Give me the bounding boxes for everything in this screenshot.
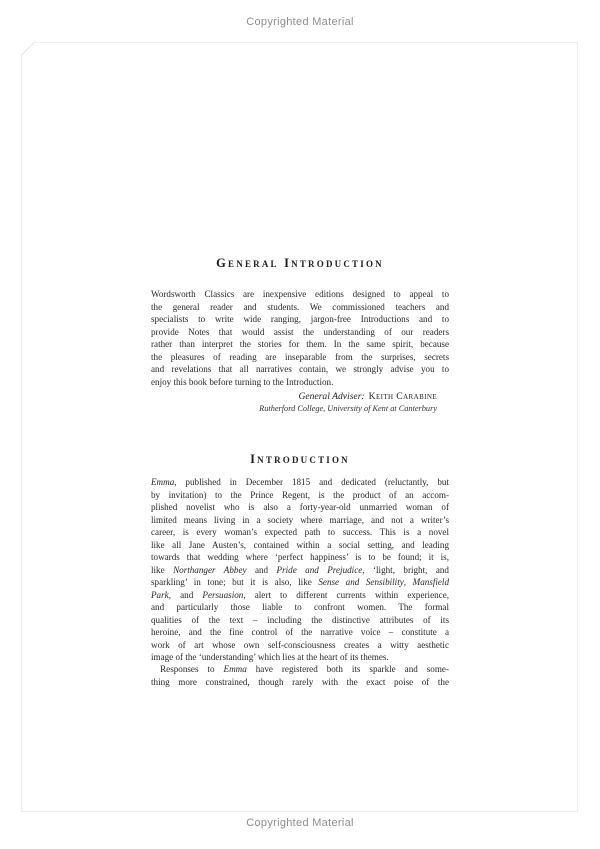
paragraph-general-introduction: [151, 288, 449, 388]
text-line: the pleasures of reading are inseparable from the surprises, secrets: [151, 351, 449, 362]
text-line: Wordsworth Classics are inexpensive editions designed to appeal to: [151, 289, 449, 299]
adviser-affiliation: Rutherford College, University of Kent at Canterbury: [259, 404, 437, 413]
text-line: provide Notes that would assist the understanding of our readers: [151, 326, 449, 337]
text-line: Park, and Persuasion, alert to different currents within experience,: [151, 589, 449, 600]
section-heading-general-introduction: General Introduction: [216, 256, 384, 270]
text-line: rather than interpret the stories for them. In the same spirit, because: [151, 339, 449, 349]
adviser-block: [151, 391, 449, 415]
watermark-bottom: Copyrighted Material: [246, 817, 354, 829]
adviser-label: General Adviser:: [298, 391, 365, 402]
watermark-top: Copyrighted Material: [246, 16, 354, 28]
text-line: sparkling’ in tone; but it is also, like Sense and Sensibility, Mansfield: [151, 577, 449, 587]
text-line: limited means living in a society where marriage, and not a writer’s: [151, 514, 449, 525]
page-corner-fold: [21, 42, 35, 56]
text-line: Emma, published in December 1815 and dedicated (reluctantly, but: [151, 477, 449, 487]
text-line: by invitation) to the Prince Regent, is the product of an accom-: [151, 489, 449, 500]
text-line: like all Jane Austen’s, contained within a social setting, and leading: [151, 539, 449, 550]
text-line: career, is every woman’s expected path to success. This is a novel: [151, 527, 449, 537]
text-line: specialists to write wide ranging, jargon-free Introductions and to: [151, 314, 449, 324]
adviser-name: Keith Carabine: [368, 391, 437, 402]
paragraph-introduction-1: [151, 476, 449, 664]
text-line: towards that wedding where ‘perfect happiness’ is to be found; it is,: [151, 552, 449, 562]
text-line: qualities of the text – including the distinctive attributes of its: [151, 614, 449, 625]
text-line: and revelations that all narratives contain, we strongly advise you to: [151, 364, 449, 374]
adviser-line: [151, 391, 437, 403]
text-line: plished novelist who is also a forty-year-old unmarried woman of: [151, 502, 449, 512]
text-line: image of the ‘understanding’ which lies at the heart of its themes.: [151, 652, 389, 662]
text-line: work of art whose own self-consciousness creates a witty aesthetic: [151, 639, 449, 650]
text-line: the general reader and students. We commissioned teachers and: [151, 301, 449, 312]
text-line: Responses to Emma have registered both its sparkle and some-: [151, 664, 449, 674]
text-line: like Northanger Abbey and Pride and Prejudice, ‘light, bright, and: [151, 564, 449, 575]
page-edge: [21, 42, 578, 812]
section-heading-introduction: Introduction: [250, 452, 350, 466]
paragraph-introduction-2: [151, 663, 449, 688]
text-line: heroine, and the fine control of the narrative voice – constitute a: [151, 627, 449, 637]
text-line: enjoy this book before turning to the Introduction.: [151, 376, 334, 387]
text-line: thing more constrained, though rarely with the exact poise of the: [151, 676, 449, 687]
text-line: and particularly those liable to confront women. The formal: [151, 602, 449, 612]
